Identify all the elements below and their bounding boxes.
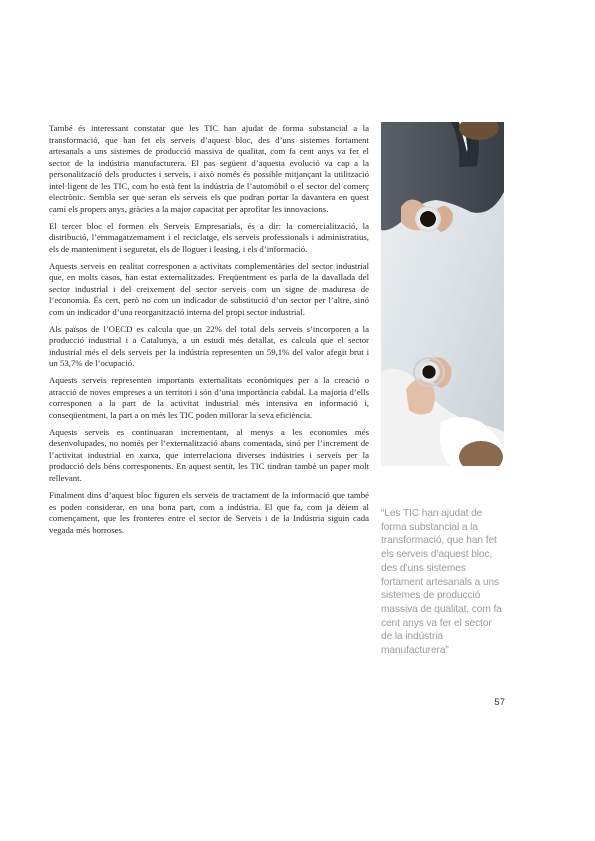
paragraph: Aquests serveis en realitat corresponen a activitats complementàries del sector industrial que, en molts casos, han estat externalitzades. Freqüentment es parla de la davallada del sector industrial i del creixement del sector serveis com un signe de maduresa de l’economia. És cert, però no com un indicador de substitució d’un sector per l’altre, sinó com un indicador d’una reorganització interna del propi sector industrial.	[49, 260, 369, 317]
paragraph: També és interessant constatar que les TIC han ajudat de forma substancial a la transformació, que han fet els serveis d’aquest bloc, des d’uns sistemes fortament artesanals a uns sistemes de producció massiva de qualitat, com fa cent anys va fer el sector de la indústria manufacturera. El pas següent d’aquesta evolució va cap a la personalització dels productes i serveis, i això només és possible mitjançant la utilització intel·ligent de les TIC, com ho està fent la indústria de l’automòbil o el sector del comerç electrònic. Sembla ser que seran els serveis els que podran portar la davantera en quest camí els propers anys, gràcies a la major capacitat per aprofitar les innovacions.	[49, 123, 369, 214]
page-number: 57	[494, 697, 505, 708]
article-body	[49, 123, 369, 542]
paragraph: Als països de l’OECD es calcula que un 22% del total dels serveis s’incorporen a la producció industrial i a Catalunya, a un estudi més detallat, es calcula que el sector industrial més el dels serveis per la indústria representen un 59,1% del valor afegit brut i un 53,7% de l’ocupació.	[49, 323, 369, 369]
coffee-meeting-photo	[381, 122, 504, 466]
paragraph: Aquests serveis es continuaran incrementant, al menys a les economies més desenvolupades, no només per l’externalització abans comentada, sinó per l’increment de l’activitat industrial en xarxa, que interrelaciona diverses indústries i serveis per la producció dels béns corresponents. En aquest sentit, les TIC tindran també un paper molt rellevant.	[49, 426, 369, 483]
paragraph: Aquests serveis representen importants externalitats econòmiques per a la creació o atracció de noves empreses a un territori i són d’una importància cabdal. La majoria d’ells corresponen a la part de la activitat industrial més intensiva en informació i, conseqüentment, la part a on més les TIC poden millorar la seva eficiència.	[49, 375, 369, 420]
paragraph: El tercer bloc el formen els Serveis Empresarials, és a dir: la comercialització, la distribució, l’emmagatzemament i el reciclatge, els serveis professionals i administratius, els de manteniment i seguretat, els de lloguer i leasing, i els d’informació.	[49, 220, 369, 254]
pull-quote: “Les TIC han ajudat de forma substancial a la transformació, que han fet els serveis d’aquest bloc, des d’uns sistemes fortament artesanals a uns sistemes de producció massiva de qualitat, com fa cent anys va fer el sector de la indústria manufacturera”	[381, 508, 502, 657]
paragraph: Finalment dins d’aquest bloc figuren els serveis de tractament de la informació que també es poden considerar, en una bona part, com a indústria. El que fa, com ja dèiem al començament, que les fronteres entre el sector de Serveis i de la Indústria siguin cada vegada més borroses.	[49, 490, 369, 535]
photo-illustration	[381, 122, 504, 466]
